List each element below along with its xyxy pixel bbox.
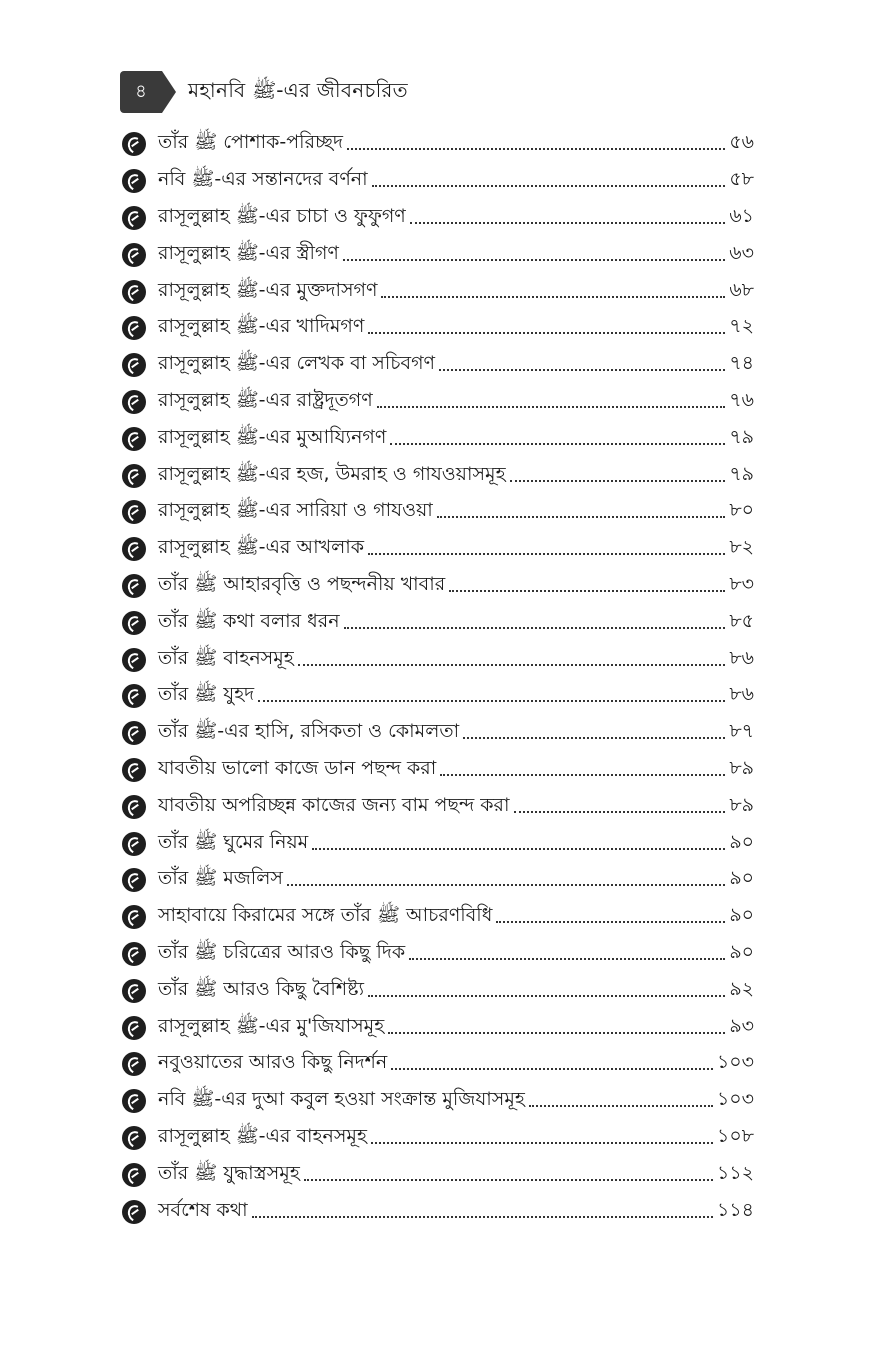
quill-emblem-icon [122, 537, 146, 561]
toc-entry-title: তাঁর ﷺ মজলিস [158, 867, 283, 890]
toc-entry-title: রাসূলুল্লাহ ﷺ-এর বাহনসমূহ [158, 1124, 367, 1147]
quill-emblem-icon [122, 243, 146, 267]
toc-entry [122, 788, 754, 825]
toc-entry-page: ১০৮ [716, 1124, 754, 1147]
dot-leader [449, 590, 725, 592]
quill-emblem-icon [122, 464, 146, 488]
toc-entry-page: ৭৯ [729, 462, 754, 485]
toc-entry-page: ৭২ [729, 315, 754, 338]
dot-leader [440, 774, 725, 776]
toc-entry [122, 163, 754, 200]
toc-entry-page: ৬৮ [729, 278, 754, 301]
dot-leader [410, 222, 726, 224]
quill-emblem-icon [122, 905, 146, 929]
toc-entry-title: তাঁর ﷺ বাহনসমূহ [158, 646, 294, 669]
toc-entry [122, 200, 754, 237]
toc-entry-page: ৭৯ [729, 425, 754, 448]
toc-entry-page: ৮৭ [729, 720, 754, 743]
quill-emblem-icon [122, 280, 146, 304]
toc-entry-page: ১০৩ [716, 1051, 754, 1074]
toc-entry-title: রাসূলুল্লাহ ﷺ-এর মুক্তদাসগণ [158, 278, 378, 301]
toc-entry-page: ১১২ [716, 1161, 754, 1184]
quill-emblem-icon [122, 868, 146, 892]
toc-entry-title: রাসূলুল্লাহ ﷺ-এর রাষ্ট্রদূতগণ [158, 388, 373, 411]
toc-entry-page: ৯০ [729, 940, 754, 963]
toc-entry [122, 1120, 754, 1157]
page-number-tab [120, 71, 162, 113]
dot-leader [287, 884, 725, 886]
quill-emblem-icon [122, 353, 146, 377]
quill-emblem-icon [122, 390, 146, 414]
toc-entry [122, 457, 754, 494]
toc-entry-page: ৯৩ [729, 1014, 754, 1037]
toc-entry-title: রাসূলুল্লাহ ﷺ-এর সারিয়া ও গাযওয়া [158, 499, 433, 522]
toc-entry-page: ৯০ [729, 830, 754, 853]
quill-emblem-icon [122, 206, 146, 230]
quill-emblem-icon [122, 574, 146, 598]
toc-entry-title: যাবতীয় অপরিচ্ছন্ন কাজের জন্য বাম পছন্দ করা [158, 793, 510, 816]
toc-entry [122, 531, 754, 568]
quill-emblem-icon [122, 1200, 146, 1224]
toc-entry [122, 1009, 754, 1046]
toc-entry-title: যাবতীয় ভালো কাজে ডান পছন্দ করা [158, 756, 437, 779]
toc-entry [122, 899, 754, 936]
dot-leader [368, 995, 725, 997]
toc-entry-title: তাঁর ﷺ-এর হাসি, রসিকতা ও কোমলতা [158, 720, 460, 743]
toc-entry-page: ৬১ [729, 204, 754, 227]
dot-leader [514, 811, 726, 813]
toc-entry-page: ৮৯ [729, 793, 754, 816]
dot-leader [252, 1216, 713, 1218]
toc-entry-title: রাসূলুল্লাহ ﷺ-এর স্ত্রীগণ [158, 241, 339, 264]
toc-entry-page: ৮৬ [729, 683, 754, 706]
quill-emblem-icon [122, 648, 146, 672]
toc-entry [122, 494, 754, 531]
toc-entry [122, 862, 754, 899]
toc-entry [122, 678, 754, 715]
page-header [120, 71, 408, 113]
toc-entry [122, 1046, 754, 1083]
toc-entry-title: নবি ﷺ-এর দুআ কবুল হওয়া সংক্রান্ত মুজিযাসমূহ [158, 1088, 525, 1111]
toc-entry [122, 825, 754, 862]
toc-entry-title: সর্বশেষ কথা [158, 1198, 248, 1221]
dot-leader [371, 1142, 713, 1144]
quill-emblem-icon [122, 979, 146, 1003]
toc-entry-title: তাঁর ﷺ আরও কিছু বৈশিষ্ট্য [158, 977, 365, 1000]
toc-entry-page: ৮০ [729, 499, 754, 522]
quill-emblem-icon [122, 1126, 146, 1150]
dot-leader [377, 406, 726, 408]
dot-leader [368, 553, 725, 555]
dot-leader [312, 848, 725, 850]
toc-entry-page: ৮৬ [729, 646, 754, 669]
toc-entry [122, 126, 754, 163]
toc-entry [122, 1193, 754, 1230]
toc-entry [122, 568, 754, 605]
toc-entry-page: ৭৬ [729, 388, 754, 411]
toc-entry-page: ১০৩ [716, 1088, 754, 1111]
dot-leader [298, 664, 726, 666]
dot-leader [409, 958, 725, 960]
quill-emblem-icon [122, 942, 146, 966]
toc-entry-title: তাঁর ﷺ ঘুমের নিয়ম [158, 830, 309, 853]
toc-entry-title: তাঁর ﷺ পোশাক-পরিচ্ছদ [158, 131, 344, 154]
toc-entry-page: ৫৮ [729, 168, 754, 191]
toc-entry-page: ৮৯ [729, 756, 754, 779]
quill-emblem-icon [122, 684, 146, 708]
toc-entry-title: রাসূলুল্লাহ ﷺ-এর খাদিমগণ [158, 315, 365, 338]
toc-entry [122, 604, 754, 641]
toc-entry-title: রাসূলুল্লাহ ﷺ-এর হজ, উমরাহ ও গাযওয়াসমূহ [158, 462, 506, 485]
dot-leader [372, 185, 726, 187]
toc-entry [122, 972, 754, 1009]
dot-leader [258, 700, 725, 702]
dot-leader [368, 332, 725, 334]
page-number: ৪ [135, 80, 147, 102]
toc-entry [122, 936, 754, 973]
toc-entry [122, 273, 754, 310]
quill-emblem-icon [122, 721, 146, 745]
quill-emblem-icon [122, 1052, 146, 1076]
toc-entry-title: নবুওয়াতের আরও কিছু নিদর্শন [158, 1051, 388, 1074]
quill-emblem-icon [122, 132, 146, 156]
toc-entry-page: ৯২ [729, 977, 754, 1000]
dot-leader [529, 1105, 713, 1107]
dot-leader [496, 921, 725, 923]
toc-entry [122, 347, 754, 384]
dot-leader [437, 516, 726, 518]
toc-entry-page: ৮৫ [729, 609, 754, 632]
toc-entry [122, 641, 754, 678]
quill-emblem-icon [122, 169, 146, 193]
toc-entry-title: রাসূলুল্লাহ ﷺ-এর আখলাক [158, 536, 365, 559]
toc-entry-page: ৯০ [729, 904, 754, 927]
toc-entry-page: ৯০ [729, 867, 754, 890]
toc-entry-title: তাঁর ﷺ যুদ্ধাস্ত্রসমূহ [158, 1161, 300, 1184]
dot-leader [304, 1179, 713, 1181]
toc-entry [122, 715, 754, 752]
dot-leader [390, 443, 725, 445]
dot-leader [347, 148, 725, 150]
dot-leader [381, 296, 725, 298]
quill-emblem-icon [122, 758, 146, 782]
toc-entry [122, 1156, 754, 1193]
toc-entry-page: ১১৪ [717, 1198, 754, 1221]
dot-leader [463, 737, 725, 739]
table-of-contents [122, 126, 754, 1230]
toc-entry-title: তাঁর ﷺ আহারবৃত্তি ও পছন্দনীয় খাবার [158, 572, 446, 595]
dot-leader [344, 627, 726, 629]
toc-entry-title: রাসূলুল্লাহ ﷺ-এর মু'জিযাসমূহ [158, 1014, 385, 1037]
dot-leader [388, 1032, 725, 1034]
toc-entry-title: তাঁর ﷺ চরিত্রের আরও কিছু দিক [158, 940, 406, 963]
toc-entry-page: ৬৩ [729, 241, 754, 264]
dot-leader [439, 369, 725, 371]
toc-entry-title: তাঁর ﷺ কথা বলার ধরন [158, 609, 340, 632]
quill-emblem-icon [122, 1163, 146, 1187]
toc-entry-title: তাঁর ﷺ যুহদ [158, 683, 255, 706]
dot-leader [391, 1068, 713, 1070]
quill-emblem-icon [122, 795, 146, 819]
toc-entry-title: রাসূলুল্লাহ ﷺ-এর চাচা ও ফুফুগণ [158, 204, 406, 227]
toc-entry-title: রাসূলুল্লাহ ﷺ-এর মুআয্যিনগণ [158, 425, 387, 448]
quill-emblem-icon [122, 316, 146, 340]
toc-entry [122, 752, 754, 789]
toc-entry [122, 310, 754, 347]
toc-entry-page: ৮২ [729, 536, 754, 559]
toc-entry-page: ৭৪ [729, 352, 754, 375]
toc-entry [122, 1083, 754, 1120]
toc-entry-title: নবি ﷺ-এর সন্তানদের বর্ণনা [158, 168, 368, 191]
toc-entry [122, 384, 754, 421]
dot-leader [343, 259, 725, 261]
quill-emblem-icon [122, 427, 146, 451]
toc-entry [122, 236, 754, 273]
toc-entry-title: সাহাবায়ে কিরামের সঙ্গে তাঁর ﷺ আচরণবিধি [158, 904, 493, 927]
quill-emblem-icon [122, 500, 146, 524]
toc-entry-page: ৮৩ [729, 572, 754, 595]
running-title: মহানবি ﷺ-এর জীবনচরিত [188, 77, 408, 102]
quill-emblem-icon [122, 832, 146, 856]
toc-entry-page: ৫৬ [729, 131, 754, 154]
quill-emblem-icon [122, 611, 146, 635]
toc-entry [122, 420, 754, 457]
toc-entry-title: রাসূলুল্লাহ ﷺ-এর লেখক বা সচিবগণ [158, 352, 436, 375]
dot-leader [510, 480, 726, 482]
quill-emblem-icon [122, 1016, 146, 1040]
quill-emblem-icon [122, 1089, 146, 1113]
